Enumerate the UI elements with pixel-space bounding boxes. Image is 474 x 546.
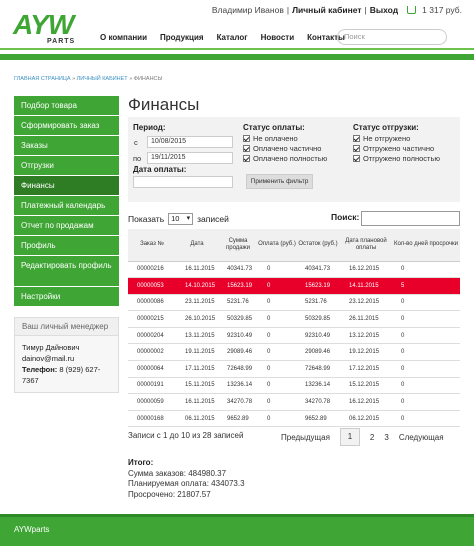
col-sum[interactable]: Сумма продажи bbox=[218, 229, 258, 261]
sidebar-item-shipments[interactable]: Отгрузки bbox=[14, 156, 119, 176]
prev-page[interactable]: Предыдущая bbox=[281, 432, 330, 442]
table-cell: 00000191 bbox=[128, 377, 176, 394]
table-cell: 26.11.2015 bbox=[340, 311, 392, 328]
table-cell: 5 bbox=[392, 278, 460, 295]
footer bbox=[0, 514, 474, 546]
manager-email[interactable]: dainov@mail.ru bbox=[22, 354, 75, 363]
page-3[interactable]: 3 bbox=[384, 432, 389, 442]
header-divider bbox=[0, 54, 474, 60]
table-cell: 0 bbox=[258, 394, 296, 411]
table-cell: 29089.46 bbox=[218, 344, 258, 361]
checkbox-icon bbox=[353, 145, 360, 152]
user-name[interactable]: Владимир Иванов bbox=[211, 5, 284, 15]
table-cell: 15623.19 bbox=[218, 278, 258, 295]
table-cell: 00000204 bbox=[128, 327, 176, 344]
sidebar-item-finance[interactable]: Финансы bbox=[14, 176, 119, 196]
table-cell: 50329.85 bbox=[296, 311, 340, 328]
sidebar-item-create-order[interactable]: Сформировать заказ bbox=[14, 116, 119, 136]
date-to-input[interactable]: 19/11/2015 bbox=[147, 152, 233, 164]
manager-phone-label: Телефон: bbox=[22, 365, 58, 374]
table-cell: 16.11.2015 bbox=[176, 394, 218, 411]
nav-contacts[interactable]: Контакты bbox=[307, 33, 345, 42]
totals-sales: Сумма заказов: 484980.37 bbox=[128, 468, 227, 478]
user-bar bbox=[212, 5, 462, 15]
totals-title: Итого: bbox=[128, 458, 154, 467]
table-info: Записи с 1 до 10 из 28 записей bbox=[128, 431, 244, 440]
totals-planned: Планируемая оплата: 434073.3 bbox=[128, 479, 245, 488]
col-plan-date[interactable]: Дата плановой оплаты bbox=[340, 229, 392, 261]
paydate-input[interactable] bbox=[133, 176, 233, 188]
col-order[interactable]: Заказ № bbox=[128, 229, 176, 261]
table-cell: 0 bbox=[258, 278, 296, 295]
table-cell: 40341.73 bbox=[296, 261, 340, 278]
table-cell: 13.12.2015 bbox=[340, 327, 392, 344]
manager-box bbox=[14, 317, 119, 393]
pay-unpaid-checkbox[interactable]: Не оплачено bbox=[243, 134, 298, 143]
table-cell: 40341.73 bbox=[218, 261, 258, 278]
col-overdue-days[interactable]: Кол-во дней просрочки bbox=[392, 229, 460, 261]
pagination bbox=[276, 428, 449, 446]
table-cell: 0 bbox=[258, 344, 296, 361]
table-cell: 0 bbox=[392, 261, 460, 278]
ship-partial-checkbox[interactable]: Отгружено частично bbox=[353, 144, 434, 153]
table-cell: 5231.76 bbox=[218, 294, 258, 311]
table-cell: 16.12.2015 bbox=[340, 394, 392, 411]
table-cell: 92310.49 bbox=[218, 327, 258, 344]
table-cell: 9652.89 bbox=[296, 410, 340, 427]
table-cell: 00000086 bbox=[128, 294, 176, 311]
table-cell: 0 bbox=[392, 344, 460, 361]
manager-phone: 8 (929) 627-7367 bbox=[22, 365, 101, 385]
table-cell: 00000053 bbox=[128, 278, 176, 295]
table-cell: 00000002 bbox=[128, 344, 176, 361]
table-cell: 26.10.2015 bbox=[176, 311, 218, 328]
table-cell: 00000168 bbox=[128, 410, 176, 427]
cart-icon[interactable] bbox=[407, 6, 416, 14]
to-label: по bbox=[133, 154, 142, 163]
table-cell: 19.12.2015 bbox=[340, 344, 392, 361]
table-cell: 50329.85 bbox=[218, 311, 258, 328]
table-cell: 0 bbox=[392, 394, 460, 411]
paydate-label: Дата оплаты: bbox=[133, 165, 187, 174]
table-search-input[interactable] bbox=[361, 211, 460, 226]
table-cell: 19.11.2015 bbox=[176, 344, 218, 361]
table-row[interactable] bbox=[128, 361, 460, 378]
breadcrumb bbox=[14, 76, 162, 82]
user-separator-2: | bbox=[364, 5, 367, 15]
pay-partial-checkbox[interactable]: Оплачено частично bbox=[243, 144, 321, 153]
checkbox-icon bbox=[353, 155, 360, 162]
page-2[interactable]: 2 bbox=[369, 432, 375, 442]
col-paid[interactable]: Оплата (руб.) bbox=[258, 229, 296, 261]
totals-block bbox=[128, 458, 245, 500]
table-cell: 29089.46 bbox=[296, 344, 340, 361]
logout-link[interactable]: Выход bbox=[369, 5, 399, 15]
checkbox-icon bbox=[353, 135, 360, 142]
user-separator: | bbox=[286, 5, 290, 15]
ship-full-checkbox[interactable]: Отгружено полностью bbox=[353, 154, 440, 163]
table-row[interactable] bbox=[128, 344, 460, 361]
sidebar-item-orders[interactable]: Заказы bbox=[14, 136, 119, 156]
col-rest[interactable]: Остаток (руб.) bbox=[296, 229, 340, 261]
sidebar-item-product-select[interactable]: Подбор товара bbox=[14, 96, 119, 116]
checkbox-icon bbox=[243, 155, 250, 162]
table-cell: 0 bbox=[258, 377, 296, 394]
table-cell: 00000216 bbox=[128, 261, 176, 278]
sidebar-item-payment-calendar[interactable]: Платежный календарь bbox=[14, 196, 119, 216]
nav-news[interactable]: Новости bbox=[260, 33, 295, 42]
breadcrumb-current: ФИНАНСЫ bbox=[133, 76, 163, 82]
search-input[interactable]: Поиск bbox=[337, 29, 447, 45]
page-1[interactable]: 1 bbox=[340, 428, 360, 446]
table-cell: 5231.76 bbox=[296, 294, 340, 311]
table-cell: 06.12.2015 bbox=[340, 410, 392, 427]
col-date[interactable]: Дата bbox=[176, 229, 218, 261]
table-cell: 00000064 bbox=[128, 361, 176, 378]
manager-title: Ваш личный менеджер bbox=[15, 318, 118, 336]
table-cell: 06.11.2015 bbox=[176, 410, 218, 427]
table-cell: 14.10.2015 bbox=[176, 278, 218, 295]
from-label: с bbox=[134, 138, 138, 147]
sidebar-item-settings[interactable]: Настройки bbox=[14, 287, 119, 307]
breadcrumb-sep-2: » bbox=[129, 76, 133, 82]
table-cell: 0 bbox=[258, 410, 296, 427]
page-length-select[interactable]: 10 ▾ bbox=[168, 213, 193, 225]
table-cell: 0 bbox=[392, 294, 460, 311]
table-cell: 15.11.2015 bbox=[176, 377, 218, 394]
table-cell: 72648.99 bbox=[218, 361, 258, 378]
logo[interactable] bbox=[13, 10, 93, 48]
table-cell: 0 bbox=[392, 410, 460, 427]
table-cell: 0 bbox=[258, 261, 296, 278]
records-label: записей bbox=[197, 214, 229, 224]
filter-panel bbox=[128, 117, 460, 202]
manager-name: Тимур Дайнович bbox=[22, 343, 80, 352]
header-divider-light bbox=[0, 48, 474, 50]
period-label: Период: bbox=[133, 123, 166, 132]
nav-about[interactable]: О компании bbox=[100, 33, 147, 42]
sidebar bbox=[14, 96, 119, 393]
footer-brand: AYWparts bbox=[14, 525, 50, 534]
table-row[interactable] bbox=[128, 394, 460, 411]
table-search-label: Поиск: bbox=[331, 212, 360, 222]
breadcrumb-cabinet[interactable]: ЛИЧНЫЙ КАБИНЕТ bbox=[76, 76, 128, 82]
main-nav bbox=[100, 33, 345, 42]
nav-catalog[interactable]: Каталог bbox=[216, 33, 248, 42]
breadcrumb-sep: » bbox=[72, 76, 76, 82]
ship-none-checkbox[interactable]: Не отгружено bbox=[353, 134, 410, 143]
table-cell: 0 bbox=[258, 294, 296, 311]
page-title: Финансы bbox=[128, 95, 200, 114]
ship-status-label: Статус отгрузки: bbox=[353, 123, 419, 132]
table-cell: 14.11.2015 bbox=[340, 278, 392, 295]
table-cell: 0 bbox=[392, 377, 460, 394]
table-cell: 9652.89 bbox=[218, 410, 258, 427]
checkbox-icon bbox=[243, 135, 250, 142]
cabinet-link[interactable]: Личный кабинет bbox=[292, 5, 362, 15]
finance-table bbox=[128, 229, 460, 427]
table-cell: 23.12.2015 bbox=[340, 294, 392, 311]
table-cell: 0 bbox=[392, 361, 460, 378]
pay-status-label: Статус оплаты: bbox=[243, 123, 305, 132]
table-cell: 72648.99 bbox=[296, 361, 340, 378]
table-cell: 34270.78 bbox=[296, 394, 340, 411]
table-row[interactable] bbox=[128, 410, 460, 427]
table-cell: 0 bbox=[392, 311, 460, 328]
totals-overdue: Просрочено: 21807.57 bbox=[128, 489, 211, 499]
table-row[interactable] bbox=[128, 261, 460, 278]
logo-sub: PARTS bbox=[47, 38, 76, 45]
next-page[interactable]: Следующая bbox=[398, 432, 444, 442]
table-row[interactable] bbox=[128, 327, 460, 344]
table-cell: 0 bbox=[258, 311, 296, 328]
table-cell: 16.11.2015 bbox=[176, 261, 218, 278]
table-row[interactable] bbox=[128, 294, 460, 311]
table-cell: 13236.14 bbox=[296, 377, 340, 394]
checkbox-icon bbox=[243, 145, 250, 152]
sidebar-item-profile[interactable]: Профиль bbox=[14, 236, 119, 256]
table-cell: 92310.49 bbox=[296, 327, 340, 344]
table-cell: 0 bbox=[258, 361, 296, 378]
table-cell: 13.11.2015 bbox=[176, 327, 218, 344]
sidebar-item-sales-report[interactable]: Отчет по продажам bbox=[14, 216, 119, 236]
date-from-input[interactable]: 10/08/2015 bbox=[147, 136, 233, 148]
nav-products[interactable]: Продукция bbox=[160, 33, 204, 42]
table-cell: 00000215 bbox=[128, 311, 176, 328]
table-cell: 15623.19 bbox=[296, 278, 340, 295]
table-cell: 0 bbox=[392, 327, 460, 344]
table-row[interactable] bbox=[128, 278, 460, 295]
table-row[interactable] bbox=[128, 377, 460, 394]
table-cell: 0 bbox=[258, 327, 296, 344]
table-cell: 15.12.2015 bbox=[340, 377, 392, 394]
table-row[interactable] bbox=[128, 311, 460, 328]
logo-main: AYW bbox=[13, 9, 74, 40]
breadcrumb-home[interactable]: ГЛАВНАЯ СТРАНИЦА bbox=[14, 76, 71, 82]
table-header-row bbox=[128, 229, 460, 261]
cart-total[interactable]: 1 317 руб. bbox=[422, 5, 462, 15]
apply-filter-button[interactable]: Применить фильтр bbox=[246, 174, 313, 189]
table-cell: 17.12.2015 bbox=[340, 361, 392, 378]
table-cell: 23.11.2015 bbox=[176, 294, 218, 311]
table-cell: 34270.78 bbox=[218, 394, 258, 411]
table-cell: 00000059 bbox=[128, 394, 176, 411]
table-cell: 17.11.2015 bbox=[176, 361, 218, 378]
show-label: Показать bbox=[128, 214, 165, 224]
sidebar-item-edit-profile[interactable]: Редактировать профиль bbox=[14, 256, 119, 287]
table-cell: 13236.14 bbox=[218, 377, 258, 394]
table-cell: 16.12.2015 bbox=[340, 261, 392, 278]
page-length-control bbox=[128, 213, 229, 225]
pay-full-checkbox[interactable]: Оплачено полностью bbox=[243, 154, 327, 163]
